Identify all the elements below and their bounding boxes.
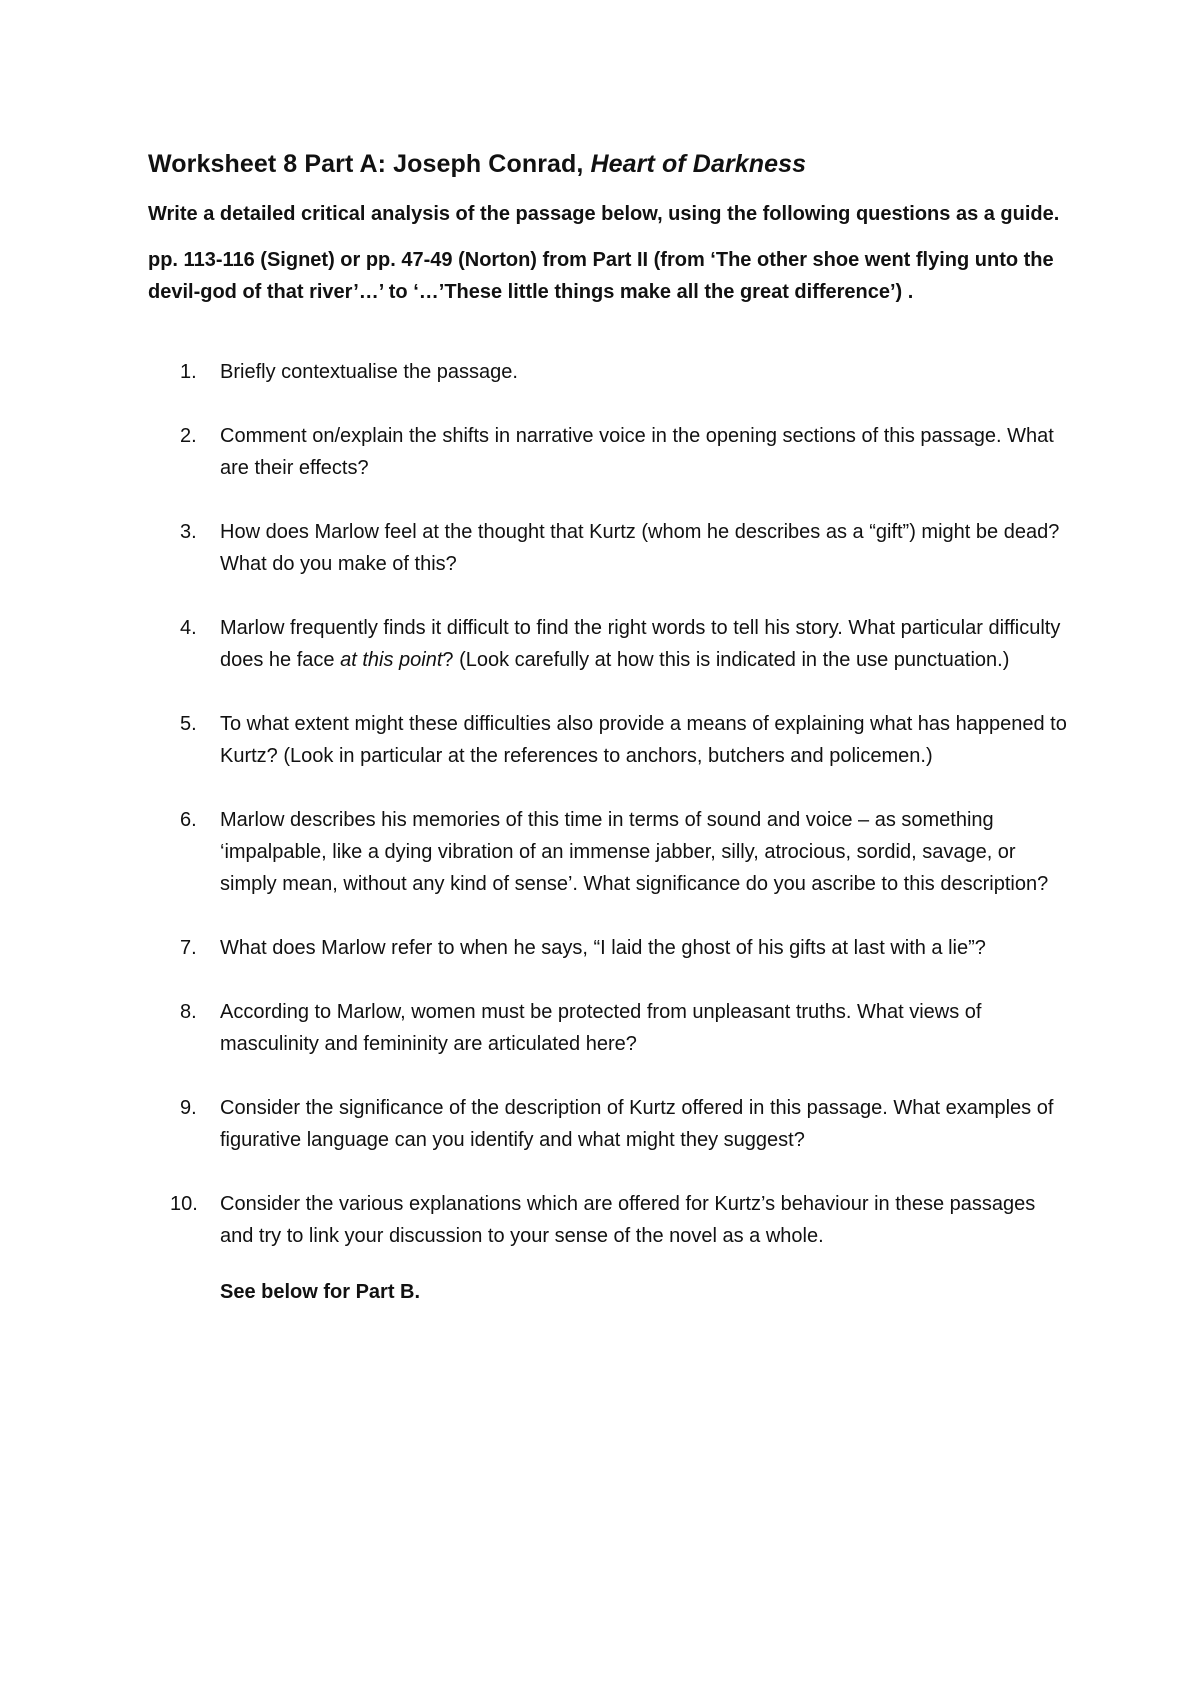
question-text: To what extent might these difficulties also provide a means of explaining what has happened to Kurtz? (Look in particular at the references to anchors, butchers and policemen.) — [220, 713, 1067, 767]
question-text: Consider the various explanations which are offered for Kurtz’s behaviour in these passages and try to link your discussion to your sense of the novel as a whole. — [220, 1193, 1036, 1247]
question-text: Comment on/explain the shifts in narrative voice in the opening sections of this passage. What are their effects? — [220, 425, 1054, 479]
question-item — [148, 804, 1068, 900]
question-number: 10. — [170, 1193, 198, 1215]
question-item — [148, 420, 1068, 484]
question-text: According to Marlow, women must be protected from unpleasant truths. What views of masculinity and femininity are articulated here? — [220, 1001, 982, 1055]
passage-reference: pp. 113-116 (Signet) or pp. 47-49 (Norton) from Part II (from ‘The other shoe went flying unto the devil-god of that river’…’ to ‘…’These little things make all the great difference’) . — [148, 249, 1054, 303]
question-number: 7. — [180, 937, 197, 959]
question-text-emphasis: at this point — [340, 649, 443, 671]
question-text: Briefly contextualise the passage. — [220, 361, 518, 383]
question-item — [148, 612, 1068, 676]
question-number: 1. — [180, 361, 197, 383]
question-text: How does Marlow feel at the thought that Kurtz (whom he describes as a “gift”) might be dead? What do you make of this? — [220, 521, 1060, 575]
question-item — [148, 932, 1068, 964]
question-number: 9. — [180, 1097, 197, 1119]
question-item — [148, 996, 1068, 1060]
question-item — [148, 356, 1068, 388]
worksheet-page — [148, 148, 1068, 1328]
question-number: 8. — [180, 1001, 197, 1023]
question-item — [148, 1188, 1068, 1252]
question-text-part: ? (Look carefully at how this is indicated in the use punctuation.) — [442, 649, 1010, 671]
question-number: 3. — [180, 521, 197, 543]
question-text: What does Marlow refer to when he says, “I laid the ghost of his gifts at last with a lie”? — [220, 937, 986, 959]
question-number: 6. — [180, 809, 197, 831]
title-prefix: Worksheet 8 Part A: Joseph Conrad, — [148, 150, 591, 178]
question-text: Consider the significance of the description of Kurtz offered in this passage. What examples of figurative language can you identify and what might they suggest? — [220, 1097, 1054, 1151]
question-item — [148, 516, 1068, 580]
question-list — [148, 356, 1068, 1252]
question-item — [148, 1092, 1068, 1156]
question-number: 2. — [180, 425, 197, 447]
question-item — [148, 708, 1068, 772]
title-work: Heart of Darkness — [590, 150, 807, 178]
question-number: 5. — [180, 713, 197, 735]
question-text-part: Marlow frequently finds it difficult to find the right words to tell his story. What particular difficulty does he face — [220, 617, 1061, 671]
instructions: Write a detailed critical analysis of the passage below, using the following questions as a guide. — [148, 203, 1060, 225]
question-text: Marlow describes his memories of this time in terms of sound and voice – as something ‘impalpable, like a dying vibration of an immense jabber, silly, atrocious, sordid, savage, or simply mean, without any kind of sense’. What significance do you ascribe to this description? — [220, 809, 1049, 895]
page-title — [148, 148, 1068, 180]
question-number: 4. — [180, 617, 197, 639]
part-b-note: See below for Part B. — [220, 1281, 421, 1303]
